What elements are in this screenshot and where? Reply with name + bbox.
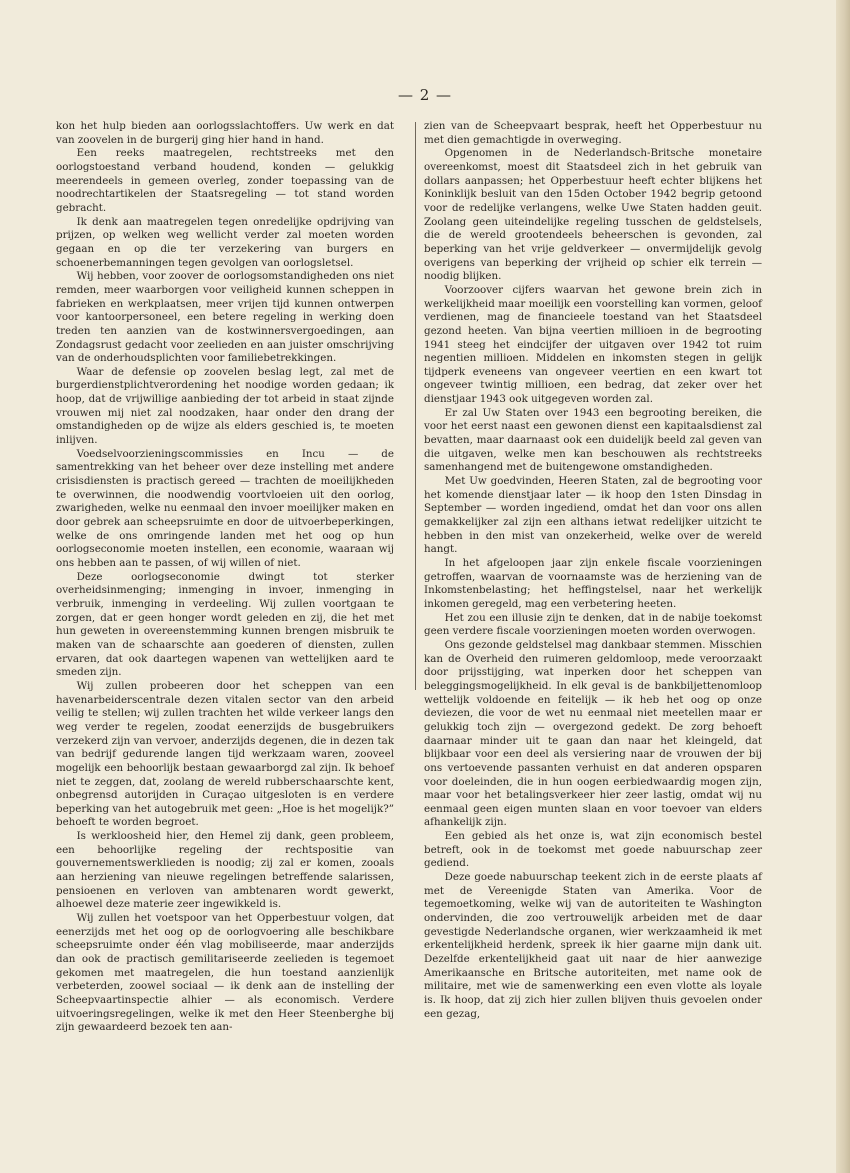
paragraph: Voedselvoorzieningscommissies en Incu — de samentrekking van het beheer over deze instelling met andere crisisdiensten is practisch gereed — trachten de moeilijkheden te overwinnen, die noodwendig voortvloeien uit den oorlog, zwarigheden, welke nu eenmaal den invoer moeilijker maken en door gebrek aan scheepsruimte en door de uitvoerbeperkingen, welke de ons omringende landen met het oog op hun oorlogseconomie moeten instellen, een economie, waaraan wij ons hebben aan te passen, of wij willen of niet. (56, 447, 394, 569)
paragraph: Ik denk aan maatregelen tegen onredelijke opdrijving van prijzen, op welken weg wellicht verder zal moeten worden gegaan en op die ter verzekering van burgers en schoenerbemanningen tegen gevolgen van oorlogsletsel. (56, 215, 394, 269)
paragraph: Is werkloosheid hier, den Hemel zij dank, geen probleem, een behoorlijke regeling der rechtspositie van gouvernementswerklieden is noodig; zij zal er komen, zooals aan herziening van nieuwe regelingen betreffende salarissen, pensioenen en verloven van ambtenaren wordt gewerkt, alhoewel deze materie zeer ingewikkeld is. (56, 830, 394, 911)
column-divider (415, 122, 416, 690)
paragraph: Ons gezonde geldstelsel mag dankbaar stemmen. Misschien kan de Overheid den ruimeren geldomloop, mede veroorzaakt door prijsstijging, wat inperken door het scheppen van beleggingsmogelijkheid. In elk geval is de bankbiljettenomloop wettelijk voldoende en feitelijk — ik heb het oog op onze deviezen, die voor de wet nu eenmaal niet meetellen maar er gelukkig toch zijn — overgezond gedekt. De zorg behoeft daarnaar minder uit te gaan dan naar het kleingeld, dat blijkbaar voor een deel als versiering naar de vrouwen der bij ons vertoevende passanten verhuist en dat anderen opsparen voor doeleinden, die in hun oogen eerbiedwaardig mogen zijn, maar voor het betalingsverkeer hier zeer lastig, omdat wij nu eenmaal geen eigen munten slaan en voor toevoer van elders afhankelijk zijn. (424, 638, 762, 829)
page-edge (836, 0, 850, 1173)
paragraph: Het zou een illusie zijn te denken, dat in de nabije toekomst geen verdere fiscale voorzieningen moeten worden overwogen. (424, 611, 762, 638)
paragraph: Een gebied als het onze is, wat zijn economisch bestel betreft, ook in de toekomst met goede nabuurschap zeer gediend. (424, 830, 762, 870)
page-number: — 2 — (397, 86, 453, 104)
left-column (56, 120, 394, 1035)
paragraph: Er zal Uw Staten over 1943 een begrooting bereiken, die voor het eerst naast een gewonen dienst een kapitaalsdienst zal bevatten, maar daarnaast ook een duidelijk beeld zal geven van die uitgaven, welke men kan beschouwen als rechtstreeks samenhangend met de buitengewone omstandigheden. (424, 406, 762, 474)
paragraph: Voorzoover cijfers waarvan het gewone brein zich in werkelijkheid maar moeilijk een voorstelling kan vormen, geloof verdienen, mag de financieele toestand van het Staatsdeel gezond heeten. Van bijna veertien millioen in de begrooting 1941 steeg het eindcijfer der uitgaven over 1942 tot ruim negentien millioen. Middelen en inkomsten stegen in gelijk tijdperk eveneens van ongeveer veertien en een kwart tot ongeveer twintig millioen, een bedrag, dat zeker over het dienstjaar 1943 ook uitgegeven worden zal. (424, 283, 762, 406)
paragraph: Deze oorlogseconomie dwingt tot sterker overheidsinmenging; inmenging in invoer, inmenging in verbruik, inmenging in verdeeling. Wij zullen voortgaan te zorgen, dat er geen honger wordt geleden en zij, die het met hun geweten in overeenstemming kunnen brengen misbruik te maken van de schaarschte aan goederen of diensten, zullen ervaren, dat ook daartegen wapenen van wettelijken aard te smeden zijn. (56, 570, 394, 679)
paragraph: Met Uw goedvinden, Heeren Staten, zal de begrooting voor het komende dienstjaar later — ik hoop den 1sten Dinsdag in September — worden ingediend, omdat het dan voor ons allen gemakkelijker zal zijn een althans ietwat redelijker uitzicht te hebben in den mist van onzekerheid, welke over de wereld hangt. (424, 475, 762, 556)
paragraph: Deze goede nabuurschap teekent zich in de eerste plaats af met de Vereenigde Staten van Amerika. Voor de tegemoetkoming, welke wij van de autoriteiten te Washington ondervinden, die zoo vertrouwelijk arbeiden met de daar gevestigde Nederlandsche organen, wier werkzaamheid ik met erkentelijkheid herdenk, spreek ik hier gaarne mijn dank uit. Dezelfde erkentelijkheid gaat uit naar de hier aanwezige Amerikaansche en Britsche autoriteiten, met name ook de militaire, met wie de samenwerking een even vlotte als loyale is. Ik hoop, dat zij zich hier zullen blijven thuis gevoelen onder een gezag, (424, 871, 762, 1020)
paragraph: Wij zullen het voetspoor van het Opperbestuur volgen, dat eenerzijds met het oog op de oorlogvoering alle beschikbare scheepsruimte onder één vlag mobiliseerde, maar anderzijds dan ook de practisch gemilitariseerde zeelieden is tegemoet gekomen met maatregelen, die hun toestand aanzienlijk verbeterden, zoowel sociaal — ik denk aan de instelling der Scheepvaartinspectie alhier — als economisch. Verdere uitvoeringsregelingen, welke ik met den Heer Steenberghe bij zijn gewaardeerd bezoek ten aan- (56, 912, 394, 1034)
right-column (424, 120, 762, 1021)
paragraph: Een reeks maatregelen, rechtstreeks met den oorlogstoestand verband houdend, konden — gelukkig meerendeels in gemeen overleg, zonder toepassing van de noodrechtartikelen der Staatsregeling — tot stand worden gebracht. (56, 147, 394, 214)
paragraph: In het afgeloopen jaar zijn enkele fiscale voorzieningen getroffen, waarvan de voornaamste was de herziening van de Inkomstenbelasting; het heffingstelsel, naar het werkelijk inkomen geregeld, mag een verbetering heeten. (424, 557, 762, 610)
paragraph: Wij zullen probeeren door het scheppen van een havenarbeiderscentrale dezen vitalen sector van den arbeid veilig te stellen; wij zullen trachten het wilde verkeer langs den weg verder te regelen, zoodat eenerzijds de busgebruikers verzekerd zijn van vervoer, anderzijds degenen, die in dezen tak van bedrijf gedurende langen tijd werkzaam waren, zooveel mogelijk een behoorlijk bestaan gewaarborgd zal zijn. Ik behoef niet te zeggen, dat, zoolang de wereld rubberschaarschte kent, onbegrensd autorijden in Curaçao uitgesloten is en verdere beperking van het autogebruik met geen: „Hoe is het mogelijk?” behoeft te worden begroet. (56, 679, 394, 829)
paragraph: zien van de Scheepvaart besprak, heeft het Opperbestuur nu met dien gemachtigde in overweging. (424, 120, 762, 146)
paragraph: kon het hulp bieden aan oorlogsslachtoffers. Uw werk en dat van zoovelen in de burgerij ging hier hand in hand. (56, 120, 394, 146)
paragraph: Waar de defensie op zoovelen beslag legt, zal met de burgerdienstplichtverordening het noodige worden gedaan; ik hoop, dat de vrijwillige aanbieding der tot arbeid in staat zijnde vrouwen mij niet zal noodzaken, haar onder den drang der omstandigheden op de wijze als elders geschied is, te moeten inlijven. (56, 365, 394, 447)
paragraph: Wij hebben, voor zoover de oorlogsomstandigheden ons niet remden, meer waarborgen voor veiligheid kunnen scheppen in fabrieken en werkplaatsen, meer vrijen tijd kunnen ontwerpen voor kantoorpersoneel, een betere regeling in werking doen treden ten aanzien van de kostwinnersvergoedingen, aan Zondagsrust gedacht voor zeelieden en aan juister omschrijving van de onderhoudsplichten voor familiebetrekkingen. (56, 270, 394, 365)
paragraph: Opgenomen in de Nederlandsch-Britsche monetaire overeenkomst, moest dit Staatsdeel zich in het gebruik van dollars aanpassen; het Opperbestuur heeft echter blijkens het Koninklijk besluit van den 15den October 1942 begrip getoond voor de redelijke verlangens, welke Uwe Staten hadden geuit. Zoolang geen uiteindelijke regeling tusschen de geldstelsels, die de wereld grootendeels beheerschen is gevonden, zal beperking van het vrije geldverkeer — onvermijdelijk gevolg overigens van beperking der vrijheid op schier elk terrein — noodig blijken. (424, 147, 762, 283)
